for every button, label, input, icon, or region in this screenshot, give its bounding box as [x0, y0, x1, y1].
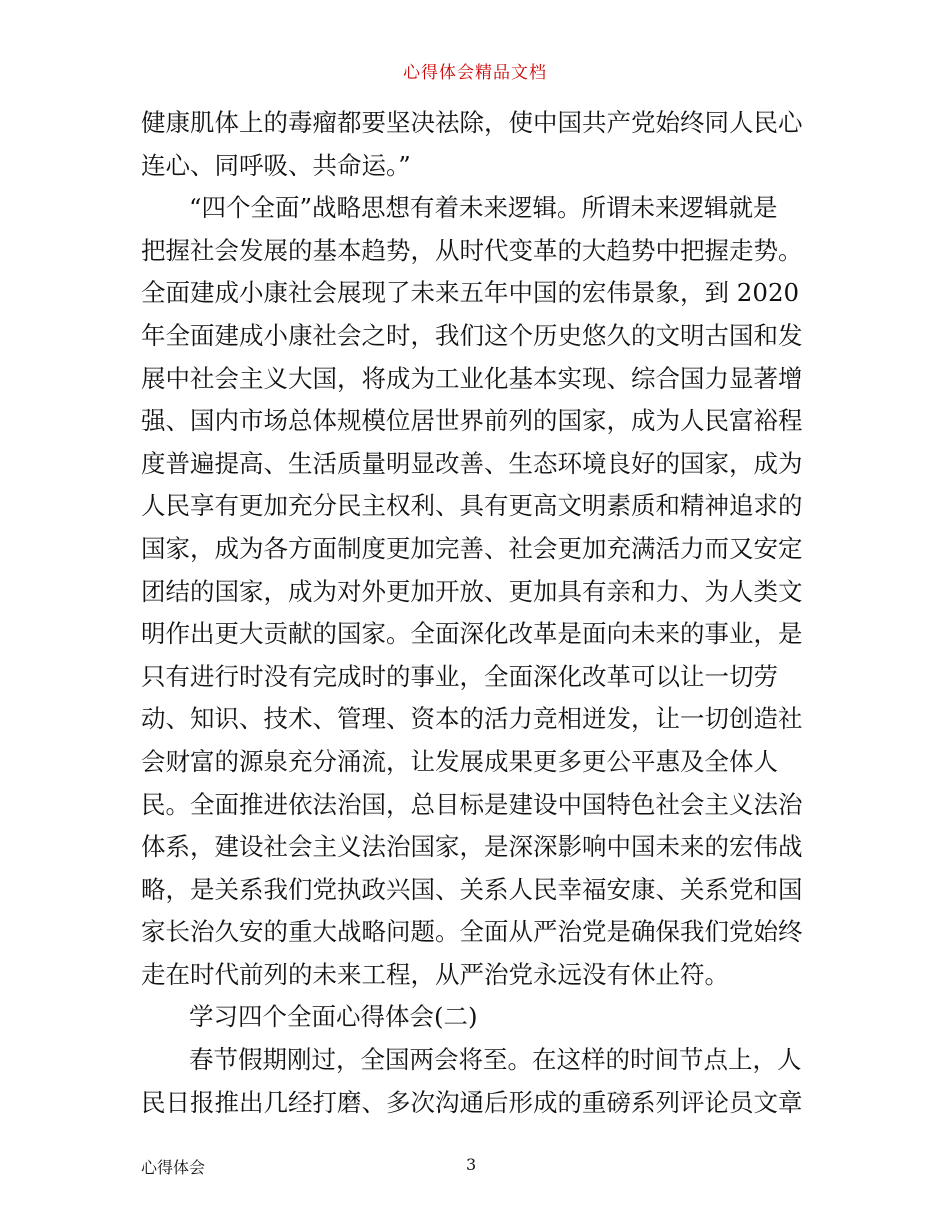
text-line: 国家，成为各方面制度更加完善、社会更加充满活力而又安定: [141, 533, 803, 563]
text-line: 度普遍提高、生活质量明显改善、生态环境良好的国家，成为: [141, 448, 803, 478]
text-line: 走在时代前列的未来工程，从严治党永远没有休止符。: [141, 959, 729, 989]
text-line: 全面建成小康社会展现了未来五年中国的宏伟景象，到 2020: [141, 278, 800, 308]
text-line: 展中社会主义大国，将成为工业化基本实现、综合国力显著增: [141, 363, 803, 393]
text-line: 年全面建成小康社会之时，我们这个历史悠久的文明古国和发: [141, 320, 803, 350]
text-line: 健康肌体上的毒瘤都要坚决祛除，使中国共产党始终同人民心: [141, 108, 803, 137]
text-line: 人民享有更加充分民主权利、具有更高文明素质和精神追求的: [141, 491, 803, 521]
text-line: 略，是关系我们党执政兴国、关系人民幸福安康、关系党和国: [141, 874, 803, 904]
text-line: 连心、同呼吸、共命运。”: [141, 150, 411, 180]
page-header-title: 心得体会精品文档: [403, 63, 547, 83]
text-line: 把握社会发展的基本趋势，从时代变革的大趋势中把握走势。: [141, 235, 803, 265]
text-line: 春节假期刚过，全国两会将至。在这样的时间节点上，人: [189, 1045, 802, 1075]
text-line: 学习四个全面心得体会(二): [189, 1002, 478, 1032]
text-line: 明作出更大贡献的国家。全面深化改革是面向未来的事业，是: [141, 619, 803, 649]
text-line: 只有进行时没有完成时的事业，全面深化改革可以让一切劳: [141, 661, 778, 691]
text-line: 团结的国家，成为对外更加开放、更加具有亲和力、为人类文: [141, 576, 803, 606]
text-line: 强、国内市场总体规模位居世界前列的国家，成为人民富裕程: [141, 406, 803, 436]
text-line: 体系，建设社会主义法治国家，是深深影响中国未来的宏伟战: [141, 832, 803, 862]
text-line: “四个全面”战略思想有着未来逻辑。所谓未来逻辑就是: [189, 193, 778, 223]
document-body: [141, 102, 813, 1124]
text-line: 动、知识、技术、管理、资本的活力竞相迸发，让一切创造社: [141, 704, 803, 734]
text-line: 家长治久安的重大战略问题。全面从严治党是确保我们党始终: [141, 917, 803, 947]
text-line: 民。全面推进依法治国，总目标是建设中国特色社会主义法治: [141, 789, 803, 819]
page-number: 3: [466, 1155, 477, 1174]
text-line: 民日报推出几经打磨、多次沟通后形成的重磅系列评论员文章: [141, 1087, 803, 1117]
footer-label: 心得体会: [141, 1158, 206, 1177]
text-line: 会财富的源泉充分涌流，让发展成果更多更公平惠及全体人: [141, 746, 778, 776]
